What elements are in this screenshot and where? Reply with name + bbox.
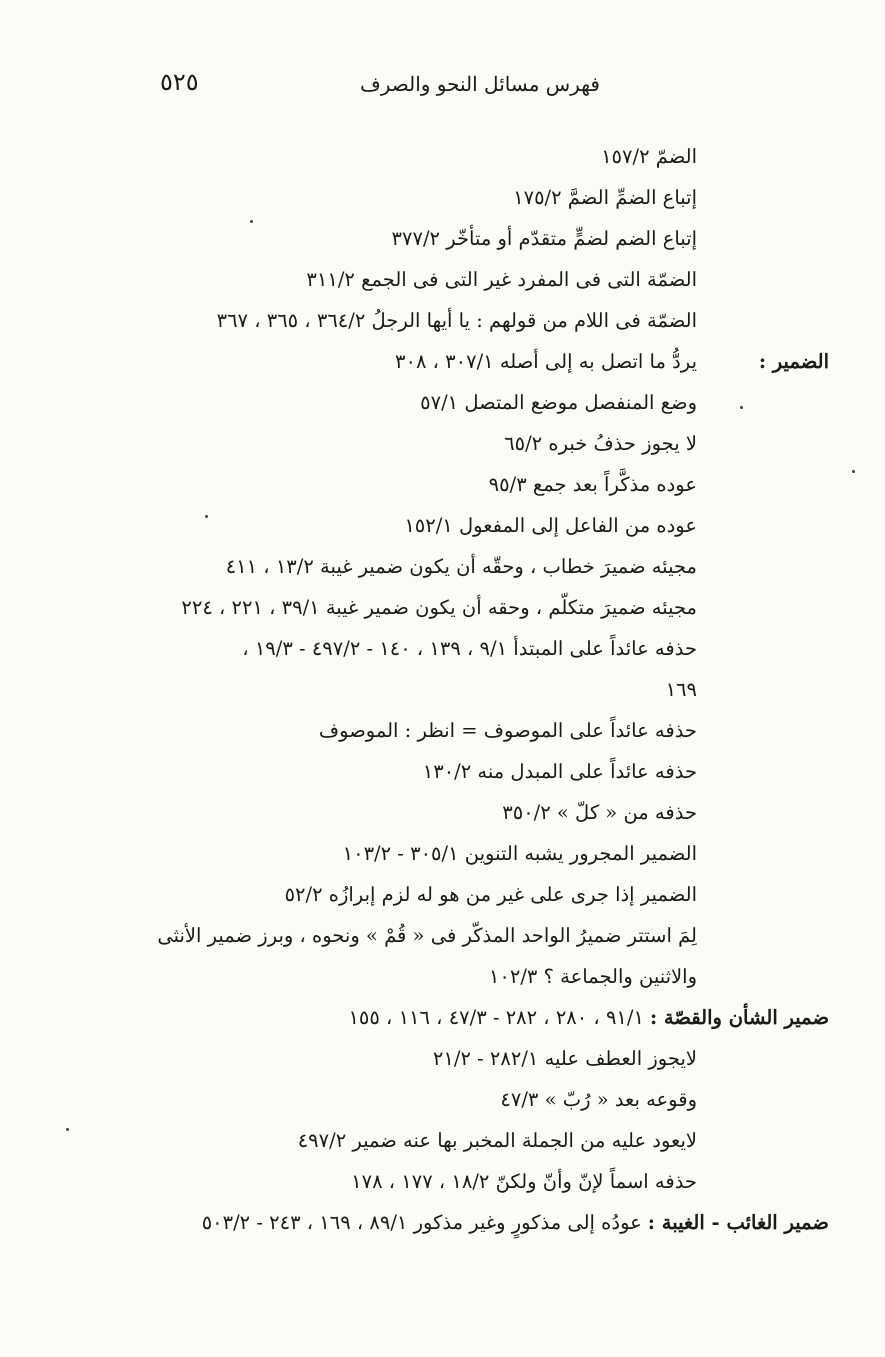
index-subentry — [129, 1038, 829, 1079]
entry-text: عوده من الفاعل إلى المفعول ١٥٢/١ — [404, 514, 697, 537]
entry-text: الضمير المجرور يشبه التنوين ٣٠٥/١ - ١٠٣/٢ — [342, 842, 697, 865]
index-entry — [129, 136, 829, 177]
entry-text: يردُّ ما اتصل به إلى أصله ٣٠٧/١ ، ٣٠٨ — [395, 350, 697, 373]
entry-text: حذفه من « كلّ » ٣٥٠/٢ — [502, 801, 697, 824]
index-subentry — [129, 915, 829, 956]
entry-text: ٩١/١ ، ٢٨٠ ، ٢٨٢ - ٤٧/٣ ، ١١٦ ، ١٥٥ — [348, 1006, 644, 1029]
entry-text: حذفه عائداً على المبدل منه ١٣٠/٢ — [422, 760, 697, 783]
scan-speck — [205, 515, 208, 518]
running-title: فهرس مسائل النحو والصرف — [359, 72, 600, 96]
entry-text: لِمَ استتر ضميرُ الواحد المذكّر فى « قُمْ » ونحوه ، وبرز ضمير الأنثى — [157, 924, 697, 947]
head-term-damir: الضمير : — [758, 350, 829, 373]
entry-text: حذفه عائداً على الموصوف = انظر : الموصوف — [318, 719, 697, 742]
entry-text: الضمّة فى اللام من قولهم : يا أيها الرجلُ ٣٦٤/٢ ، ٣٦٥ ، ٣٦٧ — [216, 309, 697, 332]
index-subentry-continuation — [129, 669, 829, 710]
index-entry — [129, 300, 829, 341]
index-entry — [129, 259, 829, 300]
head-term-shaan: ضمير الشأن والقصّة : — [649, 1006, 829, 1029]
index-subentry — [129, 546, 829, 587]
index-subentry — [129, 833, 829, 874]
page-header — [160, 68, 600, 108]
index-subentry — [129, 710, 829, 751]
entry-text: مجيئه ضميرَ متكلّم ، وحقه أن يكون ضمير غيبة ٣٩/١ ، ٢٢١ ، ٢٢٤ — [181, 596, 697, 619]
entry-text: الضمّة التى فى المفرد غير التى فى الجمع ٣١١/٢ — [306, 268, 697, 291]
entry-text: لايعود عليه من الجملة المخبر بها عنه ضمير ٤٩٧/٢ — [297, 1129, 697, 1152]
index-subentry — [129, 464, 829, 505]
index-entry-shaan — [129, 997, 829, 1038]
index-entry — [129, 177, 829, 218]
entry-text: وضع المنفصل موضع المتصل ٥٧/١ — [420, 391, 697, 414]
index-body — [129, 136, 829, 1243]
entry-text: وقوعه بعد « رُبّ » ٤٧/٣ — [500, 1088, 697, 1111]
index-subentry — [129, 751, 829, 792]
index-subentry — [129, 382, 829, 423]
entry-text: الضمير إذا جرى على غير من هو له لزم إبرازُه ٥٢/٢ — [284, 883, 697, 906]
entry-text: عوده مذكَّراً بعد جمع ٩٥/٣ — [488, 473, 697, 496]
index-subentry-continuation — [129, 956, 829, 997]
entry-text: ١٦٩ — [665, 678, 697, 701]
entry-text: مجيئه ضميرَ خطاب ، وحقّه أن يكون ضمير غيبة ١٣/٢ ، ٤١١ — [225, 555, 697, 578]
index-subentry — [129, 628, 829, 669]
index-subentry — [129, 874, 829, 915]
head-term-ghaib: ضمير الغائب - الغيبة : — [647, 1211, 829, 1234]
scan-speck — [740, 406, 743, 409]
entry-text: لا يجوز حذفُ خبره ٦٥/٢ — [504, 432, 697, 455]
index-subentry — [129, 1120, 829, 1161]
entry-text: حذفه عائداً على المبتدأ ٩/١ ، ١٣٩ ، ١٤٠ - ٤٩٧/٢ - ١٩/٣ ، — [242, 637, 697, 660]
page-number: ٥٢٥ — [160, 68, 199, 96]
entry-text: إتباع الضم لضمٍّ متقدّم أو متأخّر ٣٧٧/٢ — [391, 227, 697, 250]
scan-speck — [250, 220, 253, 223]
entry-text: والاثنين والجماعة ؟ ١٠٢/٣ — [488, 965, 697, 988]
index-subentry — [129, 1161, 829, 1202]
index-subentry — [129, 792, 829, 833]
index-entry-ghaib — [129, 1202, 829, 1243]
index-entry — [129, 218, 829, 259]
index-subentry — [129, 505, 829, 546]
index-entry-damir — [129, 341, 829, 382]
entry-text: حذفه اسماً لإنّ وأنّ ولكنّ ١٨/٢ ، ١٧٧ ، ١٧٨ — [351, 1170, 697, 1193]
scan-speck — [66, 1128, 69, 1131]
entry-text: لايجوز العطف عليه ٢٨٢/١ - ٢١/٢ — [432, 1047, 697, 1070]
index-subentry — [129, 423, 829, 464]
scan-speck — [852, 470, 855, 473]
entry-text: إتباع الضمِّ الضمَّ ١٧٥/٢ — [513, 186, 697, 209]
entry-text: عودُه إلى مذكورٍ وغير مذكور ٨٩/١ ، ١٦٩ ، ٢٤٣ - ٥٠٣/٢ — [201, 1211, 642, 1234]
index-subentry — [129, 1079, 829, 1120]
entry-text: الضمّ ١٥٧/٢ — [601, 145, 697, 168]
index-subentry — [129, 587, 829, 628]
